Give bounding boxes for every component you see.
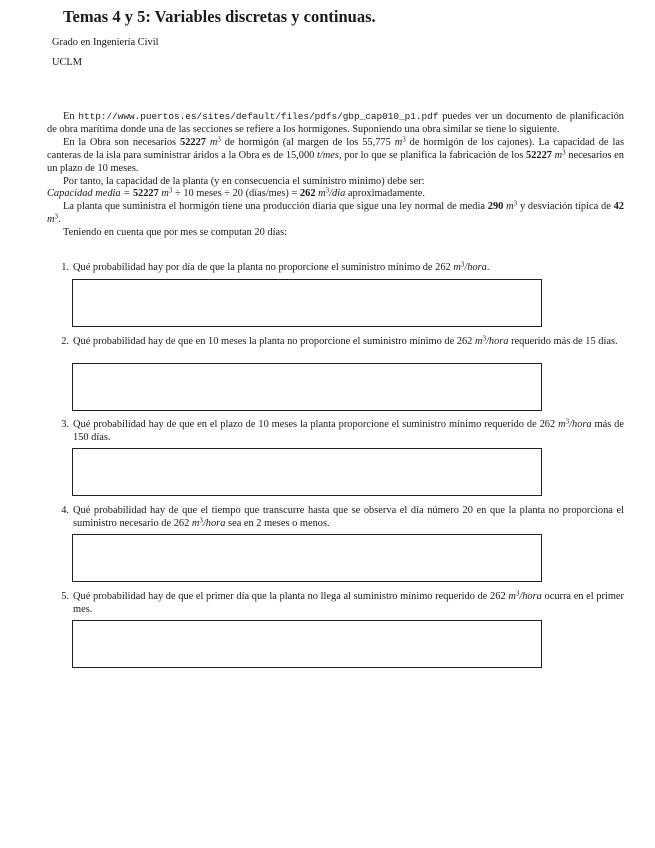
document-link[interactable]: http://www.puertos.es/sites/default/files/pdfs/gbp_cap010_p1.pdf	[78, 111, 439, 122]
question-2-text: Qué probabilidad hay de que en 10 meses la planta no proporcione el suministro mínimo de 262 $m^3$/hora requerido más de 15 días.	[73, 334, 618, 347]
question-4: 4. Qué probabilidad hay de que el tiempo que transcurre hasta que se observa el día número 20 en que la planta no proporciona el suministro necesario de 262 $m^3$/hora sea en 2 meses o menos.	[61, 505, 624, 529]
answer-box-1[interactable]	[72, 279, 542, 327]
answer-box-5[interactable]	[72, 620, 542, 668]
intro-paragraph-1: En http://www.puertos.es/sites/default/files/pdfs/gbp_cap010_p1.pdf puedes ver un documento de planificación de obra marítima donde una de las secciones se refiere a los hormigones. Suponiendo una obra similar se tiene lo siguiente.	[47, 111, 625, 135]
question-3: 3. Qué probabilidad hay de que en el plazo de 10 meses la planta proporcione el suministro mínimo requerido de 262 $m^3$/hora más de 150 días.	[61, 417, 624, 443]
question-1-text: Qué probabilidad hay por día de que la planta no proporcione el suministro mínimo de 262 $m^3$/hora.	[73, 260, 490, 273]
question-4-text: Qué probabilidad hay de que el tiempo que transcurre hasta que se observa el día número 20 en que la planta no proporciona el suministro necesario de 262 $m^3$/hora sea en 2 meses o menos.	[73, 505, 624, 529]
question-5-text: Qué probabilidad hay de que el primer día que la planta no llega al suministro mínimo requerido de 262 $m^3$/hora ocurra en el primer mes.	[73, 589, 625, 615]
capacity-formula: Capacidad media = 52227 $m^3 \div 10$ meses ÷ 20 (días/mes) = 262 $m^3$/dia aproximadamente.	[47, 186, 425, 200]
intro-paragraph-2: En la Obra son necesarios 52227 $m^3$ de hormigón (al margen de los 55,775 $m^3$ de hormigón de los cajones). La capacidad de las canteras de la isla para suministrar áridos a la Obra es de 15,000 t/mes, por lo que se planifica la fabricación de los 52227 $m^3$ necesarios en un plazo de 10 meses.	[47, 135, 624, 174]
question-1: 1. Qué probabilidad hay por día de que la planta no proporcione el suministro mínimo de 262 $m^3$/hora.	[57, 262, 624, 275]
answer-box-2[interactable]	[72, 363, 542, 411]
intro-paragraph-6: Teniendo en cuenta que por mes se computan 20 días:	[63, 227, 288, 239]
course-name: Grado en Ingeniería Civil	[52, 37, 159, 48]
question-2: 2. Qué probabilidad hay de que en 10 meses la planta no proporcione el suministro mínimo de 262 $m^3$/hora requerido más de 15 días.	[57, 336, 624, 349]
intro-paragraph-3: Por tanto, la capacidad de la planta (y en consecuencia el suministro mínimo) debe ser:	[63, 175, 425, 187]
question-3-text: Qué probabilidad hay de que en el plazo de 10 meses la planta proporcione el suministro mínimo requerido de 262 $m^3$/hora más de 150 días.	[73, 417, 624, 443]
intro-paragraph-5: La planta que suministra el hormigón tiene una producción diaria que sigue una ley normal de media 290 $m^3$ y desviación típica de 42 $m^3$.	[47, 199, 624, 226]
answer-box-4[interactable]	[72, 534, 542, 582]
page-title: Temas 4 y 5: Variables discretas y continuas.	[63, 7, 376, 26]
question-5: 5. Qué probabilidad hay de que el primer día que la planta no llega al suministro mínimo requerido de 262 $m^3$/hora ocurra en el primer mes.	[61, 589, 625, 615]
problem-statement	[47, 111, 624, 240]
university-name: UCLM	[52, 57, 83, 68]
answer-box-3[interactable]	[72, 448, 542, 496]
